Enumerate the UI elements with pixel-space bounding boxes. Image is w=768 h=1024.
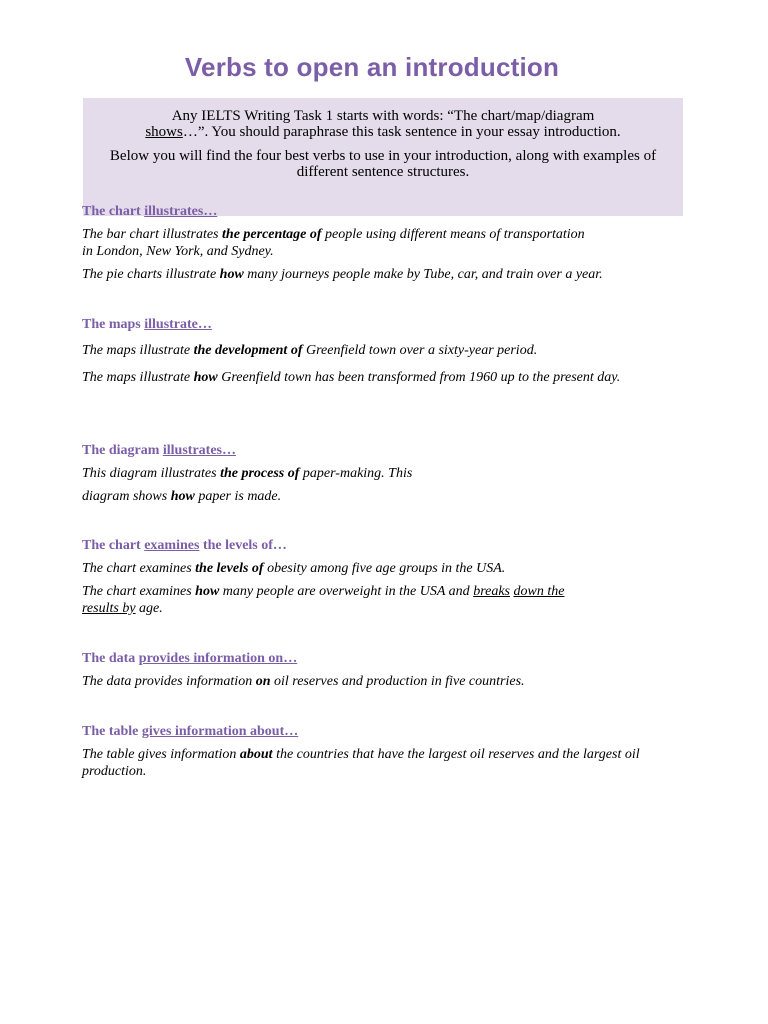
shows-underlined: shows [145, 124, 183, 140]
heading-link[interactable]: provides information on… [138, 651, 298, 666]
example-sentence: diagram shows how paper is made. [82, 489, 282, 504]
example-sentence: The table gives information about the countries that have the largest oil reserves and the largest oil production. [82, 747, 640, 779]
heading-link[interactable]: gives information about… [141, 724, 299, 739]
example-sentence: The chart examines how many people are overweight in the USA and breaks down the results by age. [82, 584, 565, 616]
page-title: Verbs to open an introduction [184, 52, 560, 82]
section-heading: The maps illustrate… [82, 317, 212, 332]
heading-link[interactable]: illustrates… [162, 443, 236, 458]
section-chart-examines [82, 537, 684, 623]
section-chart-illustrates [82, 203, 684, 289]
section-heading: The chart illustrates… [82, 204, 218, 219]
heading-link[interactable]: examines [144, 538, 200, 553]
intro-paragraph-2: Below you will find the four best verbs to use in your introduction, along with examples of different sentence structures. [109, 148, 657, 180]
section-heading: The table gives information about… [82, 724, 299, 739]
intro-box [83, 98, 683, 216]
underlined-phrase: breaks [473, 584, 510, 599]
heading-link[interactable]: illustrate… [144, 317, 212, 332]
underlined-phrase: down the [513, 584, 565, 599]
section-diagram-illustrates [82, 442, 684, 511]
example-sentence: The chart examines the levels of obesity among five age groups in the USA. [82, 561, 506, 576]
intro-paragraph-1: Any IELTS Writing Task 1 starts with words: “The chart/map/diagram shows…”. You should paraphrase this task sentence in your essay introduction. [145, 108, 621, 140]
example-sentence: The data provides information on oil reserves and production in five countries. [82, 674, 525, 689]
example-sentence: This diagram illustrates the process of paper-making. This [82, 466, 413, 481]
heading-link[interactable]: illustrates… [144, 204, 218, 219]
example-sentence: The bar chart illustrates the percentage of people using different means of transportation in London, New York, and Sydney. [82, 227, 585, 259]
section-heading: The diagram illustrates… [82, 443, 236, 458]
section-table-gives [82, 723, 684, 786]
example-sentence: The pie charts illustrate how many journeys people make by Tube, car, and train over a year. [82, 267, 603, 282]
section-heading: The chart examines the levels of… [82, 538, 287, 553]
example-sentence: The maps illustrate how Greenfield town has been transformed from 1960 up to the present day. [82, 370, 621, 385]
section-data-provides [82, 650, 684, 696]
section-heading: The data provides information on… [82, 651, 298, 666]
section-maps-illustrate [82, 316, 684, 393]
example-sentence: The maps illustrate the development of Greenfield town over a sixty-year period. [82, 343, 538, 358]
underlined-phrase: results by [82, 601, 136, 616]
